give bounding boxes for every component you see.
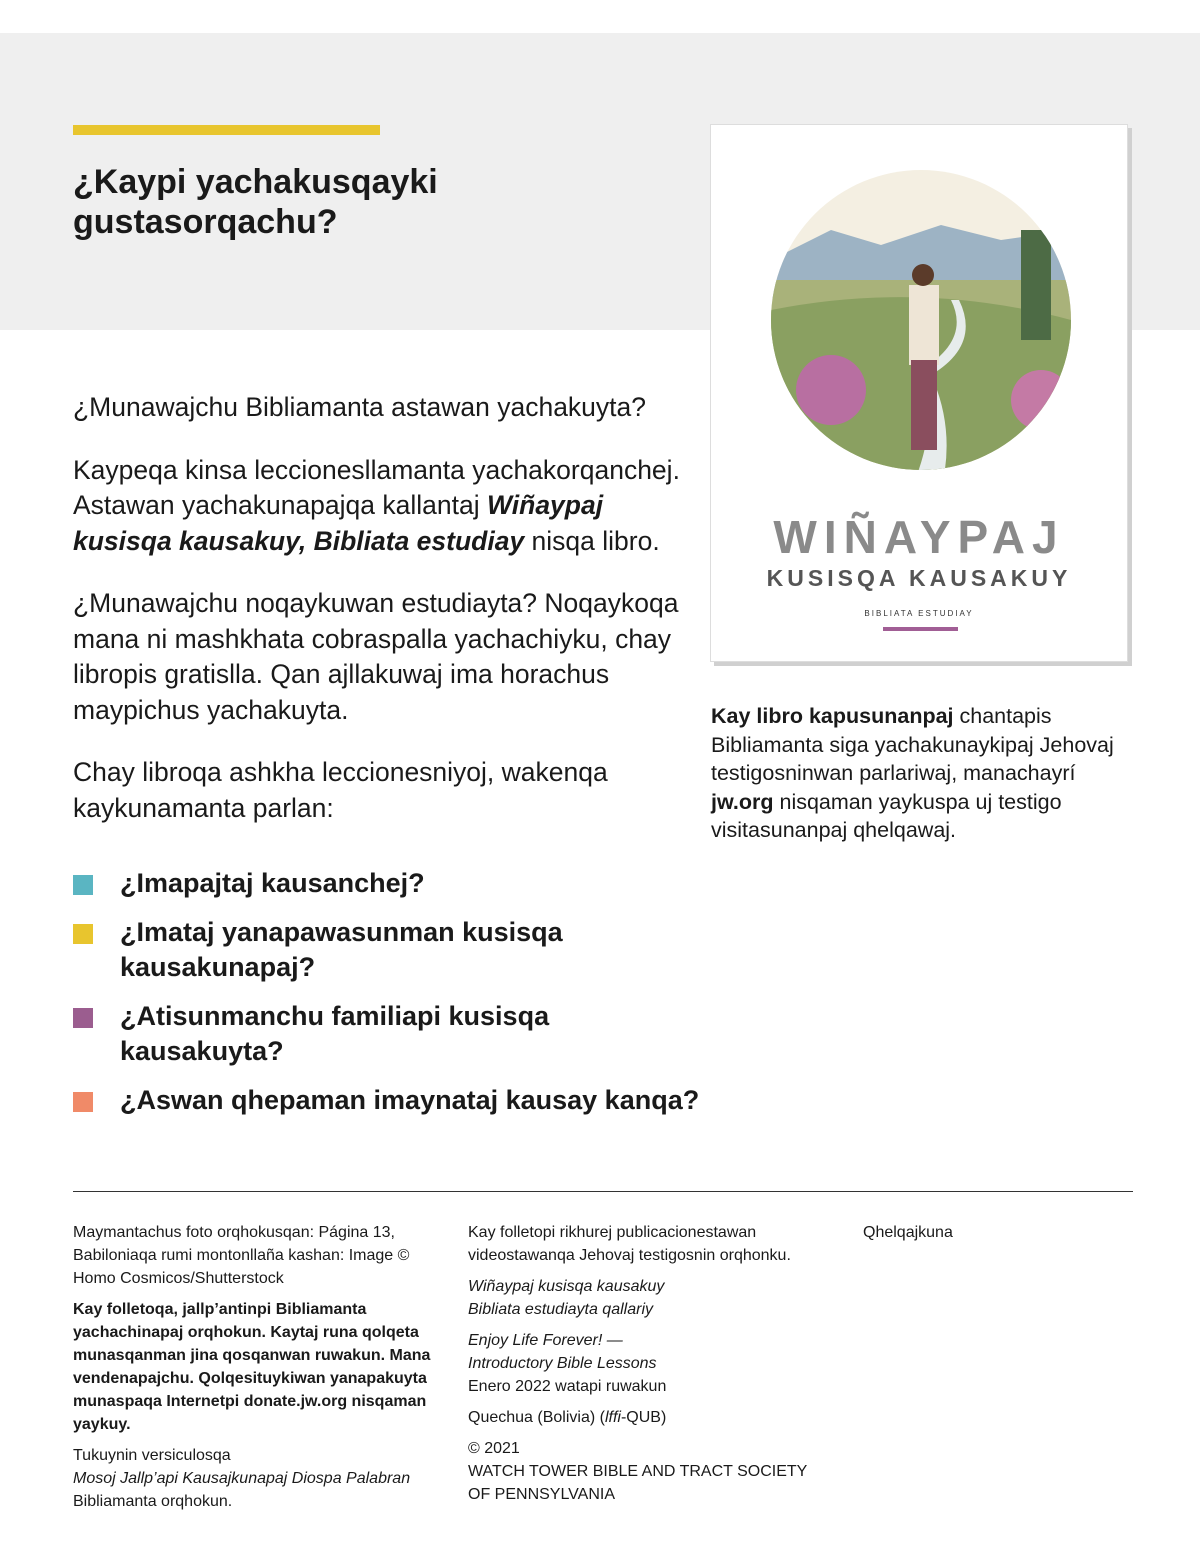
text: nisqa libro. — [524, 525, 660, 556]
text: Kay libro kapusunanpaj — [711, 704, 954, 728]
edition-date: Enero 2022 watapi ruwakun — [468, 1378, 667, 1395]
footer-column-3: Qhelqajkuna — [863, 1224, 953, 1241]
text: WATCH TOWER BIBLE AND TRACT SOCIETY OF PENNSYLVANIA — [468, 1463, 808, 1503]
square-bullet-icon — [73, 1092, 93, 1112]
english-title — [468, 1329, 828, 1398]
square-bullet-icon — [73, 924, 93, 944]
bible-note — [73, 1444, 443, 1513]
footer-column-1 — [73, 1221, 443, 1521]
divider — [73, 1191, 1133, 1192]
copyright — [468, 1437, 828, 1506]
text: © 2021 — [468, 1440, 520, 1457]
text: Bibliamanta orqhokun. — [73, 1493, 233, 1510]
list-item — [73, 915, 713, 985]
paragraph: ¿Munawajchu Bibliamanta astawan yachakuyta? — [73, 392, 647, 422]
text: Enjoy Life Forever! —Introductory Bible Lessons — [468, 1332, 657, 1372]
photo-credit: Maymantachus foto orqhokusqan: Página 13, Babiloniaqa rumi montonllaña kashan: Image © Homo Cosmicos/Shutterstock — [73, 1224, 410, 1287]
list-item-text: ¿Atisunmanchu familiapi kusisqa kausakuyta? — [120, 1001, 550, 1066]
topic-list — [73, 866, 713, 1132]
cover-caption — [711, 702, 1131, 845]
square-bullet-icon — [73, 1008, 93, 1028]
text: Tukuynin versiculosqa — [73, 1447, 231, 1464]
publication-title: Wiñaypaj kusisqa kausakuy Bibliata estudiayta qallariy — [468, 1278, 665, 1318]
website-link[interactable]: jw.org — [711, 789, 774, 814]
language-code — [468, 1406, 828, 1429]
square-bullet-icon — [73, 875, 93, 895]
paragraph: ¿Munawajchu noqaykuwan estudiayta? Noqaykoqa mana ni mashkhata cobraspalla yachachiyku, chay libropis gratislla. Qan ajllakuwaj ima horachus maypichus yachakuyta. — [73, 588, 679, 725]
list-item-text: ¿Imataj yanapawasunman kusisqa kausakunapaj? — [120, 917, 563, 982]
list-item — [73, 866, 713, 901]
cover-accent-line — [883, 627, 958, 631]
bible-title: Mosoj Jallp’api Kausajkunapaj Diospa Palabran — [73, 1470, 411, 1487]
book-cover — [710, 124, 1128, 662]
list-item — [73, 999, 713, 1069]
page-title: ¿Kaypi yachakusqayki gustasorqachu? — [73, 163, 438, 241]
list-item — [73, 1083, 713, 1118]
landscape-illustration — [771, 170, 1071, 490]
paragraph: Chay libroqa ashkha leccionesniyoj, wakenqa kaykunamanta parlan: — [73, 757, 608, 823]
text: Quechua (Bolivia) ( — [468, 1409, 605, 1426]
paragraph — [73, 453, 693, 560]
text: -QUB) — [620, 1409, 667, 1426]
list-item-text: ¿Imapajtaj kausanchej? — [120, 868, 425, 898]
footer-column-2 — [468, 1221, 828, 1514]
cover-subtitle: KUSISQA KAUSAKUY — [766, 565, 1072, 591]
list-item-text: ¿Aswan qhepaman imaynataj kausay kanqa? — [120, 1085, 700, 1115]
main-text — [73, 390, 693, 853]
accent-bar — [73, 125, 380, 135]
text: nisqaman yaykuspa uj testigo visitasunanpaj qhelqawaj. — [711, 789, 1062, 842]
donation-note: Kay folletoqa, jallp’antinpi Bibliamanta yachachinapaj orqhokun. Kaytaj runa qolqeta munasqanman jina qosqanwan ruwakun. Mana vendenapajchu. Qolqesituykiwan yanapakuyta munaspaqa Internetpi donate.jw.org nisqaman yaykuy. — [73, 1301, 431, 1433]
cover-title: WIÑAYPAJ — [773, 511, 1065, 563]
publisher-note: Kay folletopi rikhurej publicacionestawan videostawanqa Jehovaj testigosnin orqhonku. — [468, 1224, 791, 1264]
book-title: Wiñaypaj kusisqa kausakuy, Bibliata estudiay — [73, 490, 604, 556]
text: lffi — [604, 1409, 621, 1426]
cover-tagline: BIBLIATA ESTUDIAY — [864, 609, 974, 618]
text: chantapis Bibliamanta siga yachakunaykipaj Jehovaj testigosninwan parlariwaj, manachayrí — [711, 704, 1114, 785]
text: Kaypeqa kinsa leccionesllamanta yachakorqanchej. Astawan yachakunapajqa kallantaj — [73, 454, 680, 520]
